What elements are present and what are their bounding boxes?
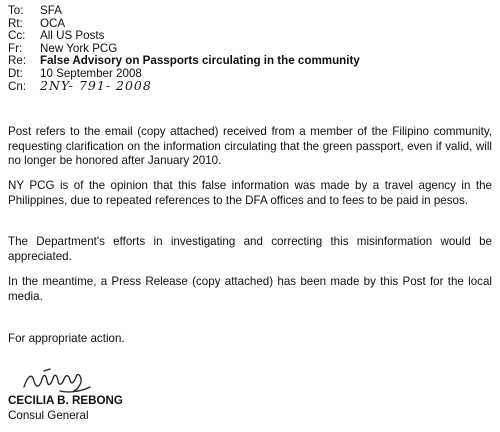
body-paragraph-5: For appropriate action. bbox=[8, 332, 125, 345]
handwritten-control-number: 2NY- 791- 2008 bbox=[40, 78, 152, 93]
header-row-to bbox=[0, 5, 360, 18]
memo-header bbox=[0, 5, 360, 93]
fr-label: Fr: bbox=[8, 41, 23, 55]
header-row-cn bbox=[0, 80, 360, 93]
re-label: Re: bbox=[8, 54, 27, 67]
signatory-name: CECILIA B. REBONG bbox=[8, 394, 123, 407]
signatory-title: Consul General bbox=[8, 409, 89, 422]
date-value: 10 September 2008 bbox=[40, 66, 142, 80]
body-paragraph-4: In the meantime, a Press Release (copy attached) has been made by this Post for the local media. bbox=[8, 275, 492, 303]
header-row-re bbox=[0, 55, 360, 68]
body-paragraph-2: NY PCG is of the opinion that this false information was made by a travel agency in the Philippines, due to repeated references to the DFA offices and to fees to be paid in pesos. bbox=[8, 179, 492, 207]
header-row-cc bbox=[0, 30, 360, 43]
cn-label: Cn: bbox=[8, 80, 27, 93]
to-value: SFA bbox=[40, 4, 62, 17]
subject-line: False Advisory on Passports circulating in the community bbox=[40, 54, 360, 67]
rt-value: OCA bbox=[40, 16, 66, 30]
cc-value: All US Posts bbox=[40, 29, 105, 42]
handwritten-signature bbox=[20, 365, 100, 397]
fr-value: New York PCG bbox=[40, 41, 118, 55]
cc-label: Cc: bbox=[8, 29, 26, 42]
rt-label: Rt: bbox=[8, 16, 23, 30]
to-label: To: bbox=[8, 4, 24, 17]
body-paragraph-3: The Department's efforts in investigating and correcting this misinformation would be appreciated. bbox=[8, 235, 492, 263]
body-paragraph-1: Post refers to the email (copy attached) received from a member of the Filipino community, requesting clarification on the information circulating that the green passport, even if valid, will no longer be honored after January 2010. bbox=[8, 125, 492, 167]
dt-label: Dt: bbox=[8, 66, 23, 80]
